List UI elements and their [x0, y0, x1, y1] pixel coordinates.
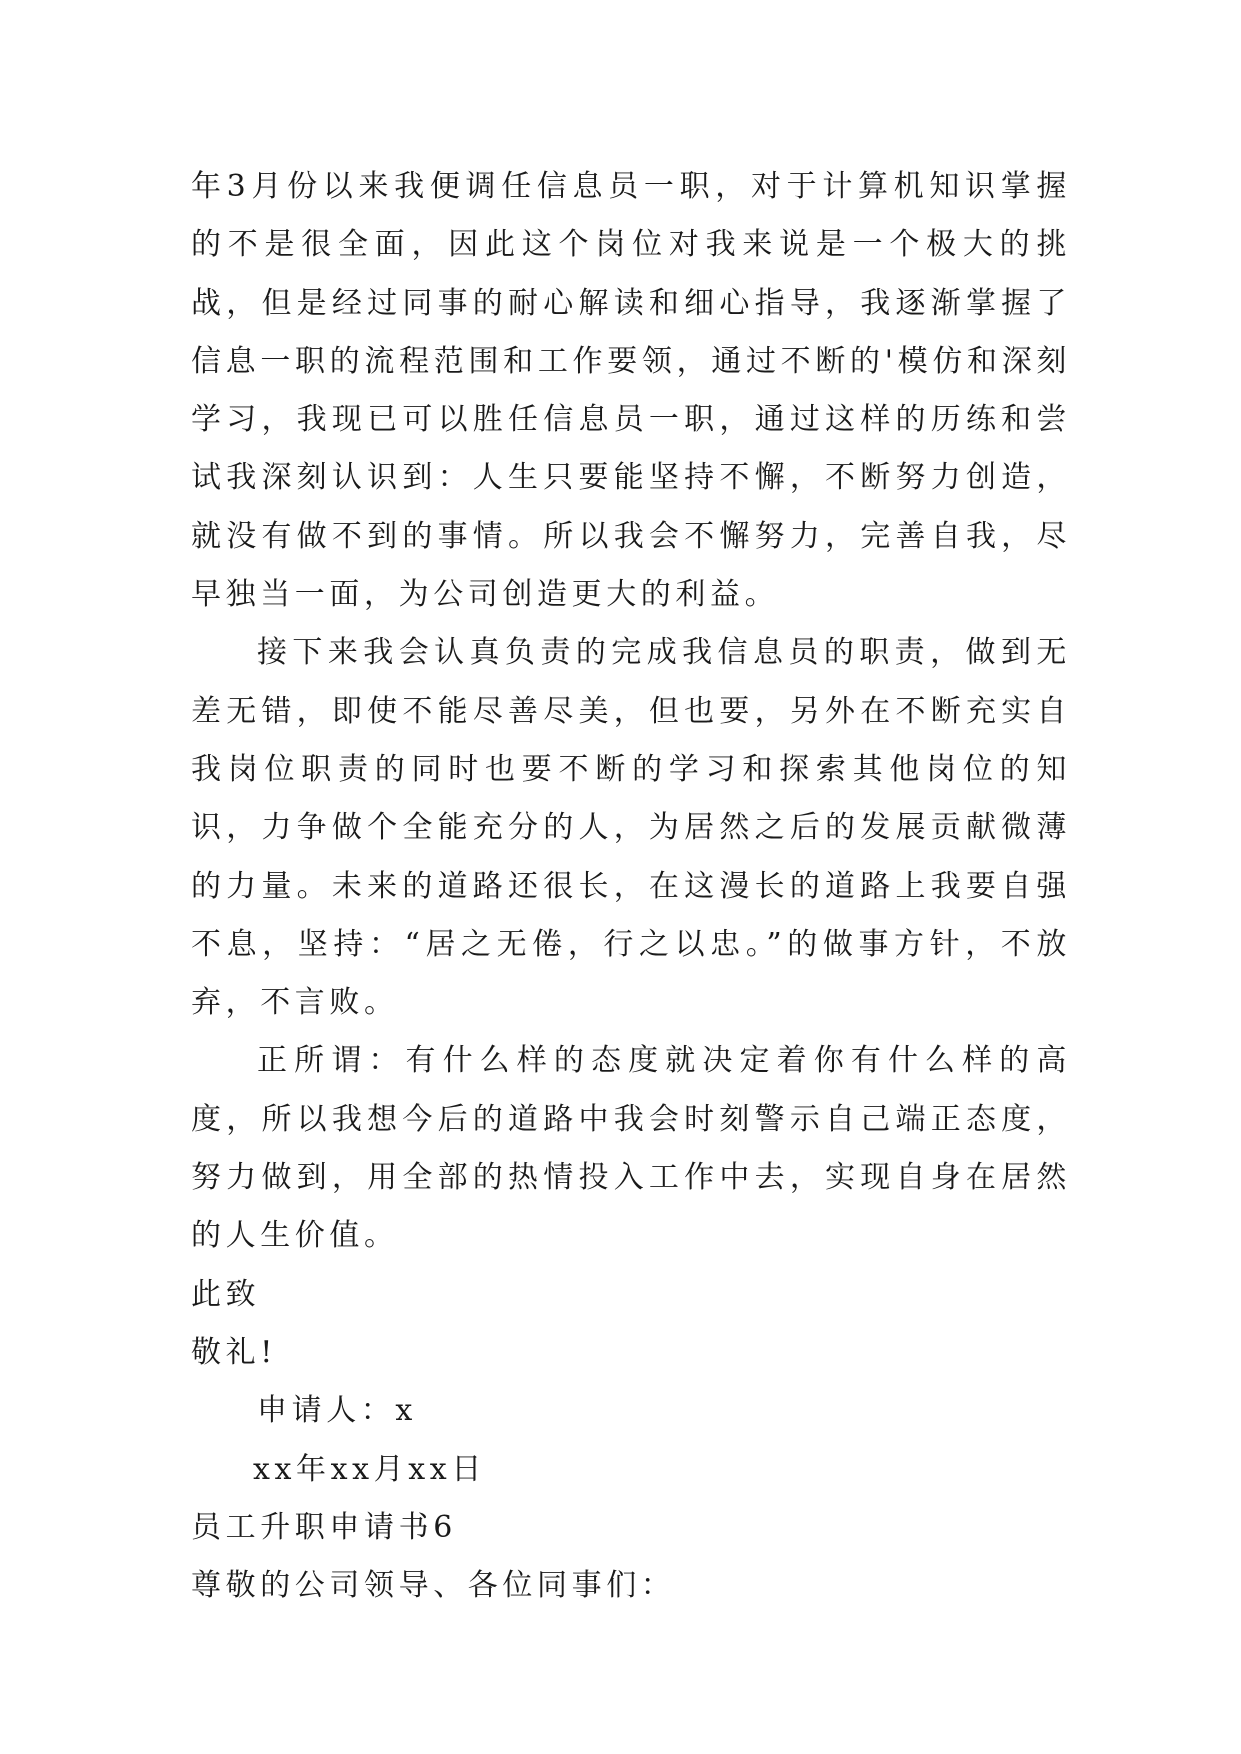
paragraph-attitude: 正所谓：有什么样的态度就决定着你有什么样的高度，所以我想今后的道路中我会时刻警示自己端正态度，努力做到，用全部的热情投入工作中去，实现自身在居然的人生价值。 [191, 1043, 1071, 1254]
signature-line: 申请人：x [257, 1393, 417, 1429]
next-letter-title: 员工升职申请书6 [191, 1509, 457, 1545]
paragraph-continuation: 年3月份以来我便调任信息员一职，对于计算机知识掌握的不是很全面，因此这个岗位对我来说是一个极大的挑战，但是经过同事的耐心解读和细心指导，我逐渐掌握了信息一职的流程范围和工作要领，通过不断的'模仿和深刻学习，我现已可以胜任信息员一职，通过这样的历练和尝试我深刻认识到：人生只要能坚持不懈，不断努力创造，就没有做不到的事情。所以我会不懈努力，完善自我，尽早独当一面，为公司创造更大的利益。 [191, 169, 1071, 613]
document-body [191, 158, 1071, 1615]
next-letter-salutation: 尊敬的公司领导、各位同事们： [191, 1568, 676, 1604]
closing-salutation: 此致 [191, 1276, 261, 1312]
closing-regards: 敬礼! [191, 1334, 277, 1370]
date-line: xx年xx月xx日 [253, 1451, 486, 1487]
paragraph-responsibility: 接下来我会认真负责的完成我信息员的职责，做到无差无错，即使不能尽善尽美，但也要，另外在不断充实自我岗位职责的同时也要不断的学习和探索其他岗位的知识，力争做个全能充分的人，为居然之后的发展贡献微薄的力量。未来的道路还很长，在这漫长的道路上我要自强不息，坚持：“居之无倦，行之以忠。”的做事方针，不放弃，不言败。 [191, 635, 1071, 1021]
